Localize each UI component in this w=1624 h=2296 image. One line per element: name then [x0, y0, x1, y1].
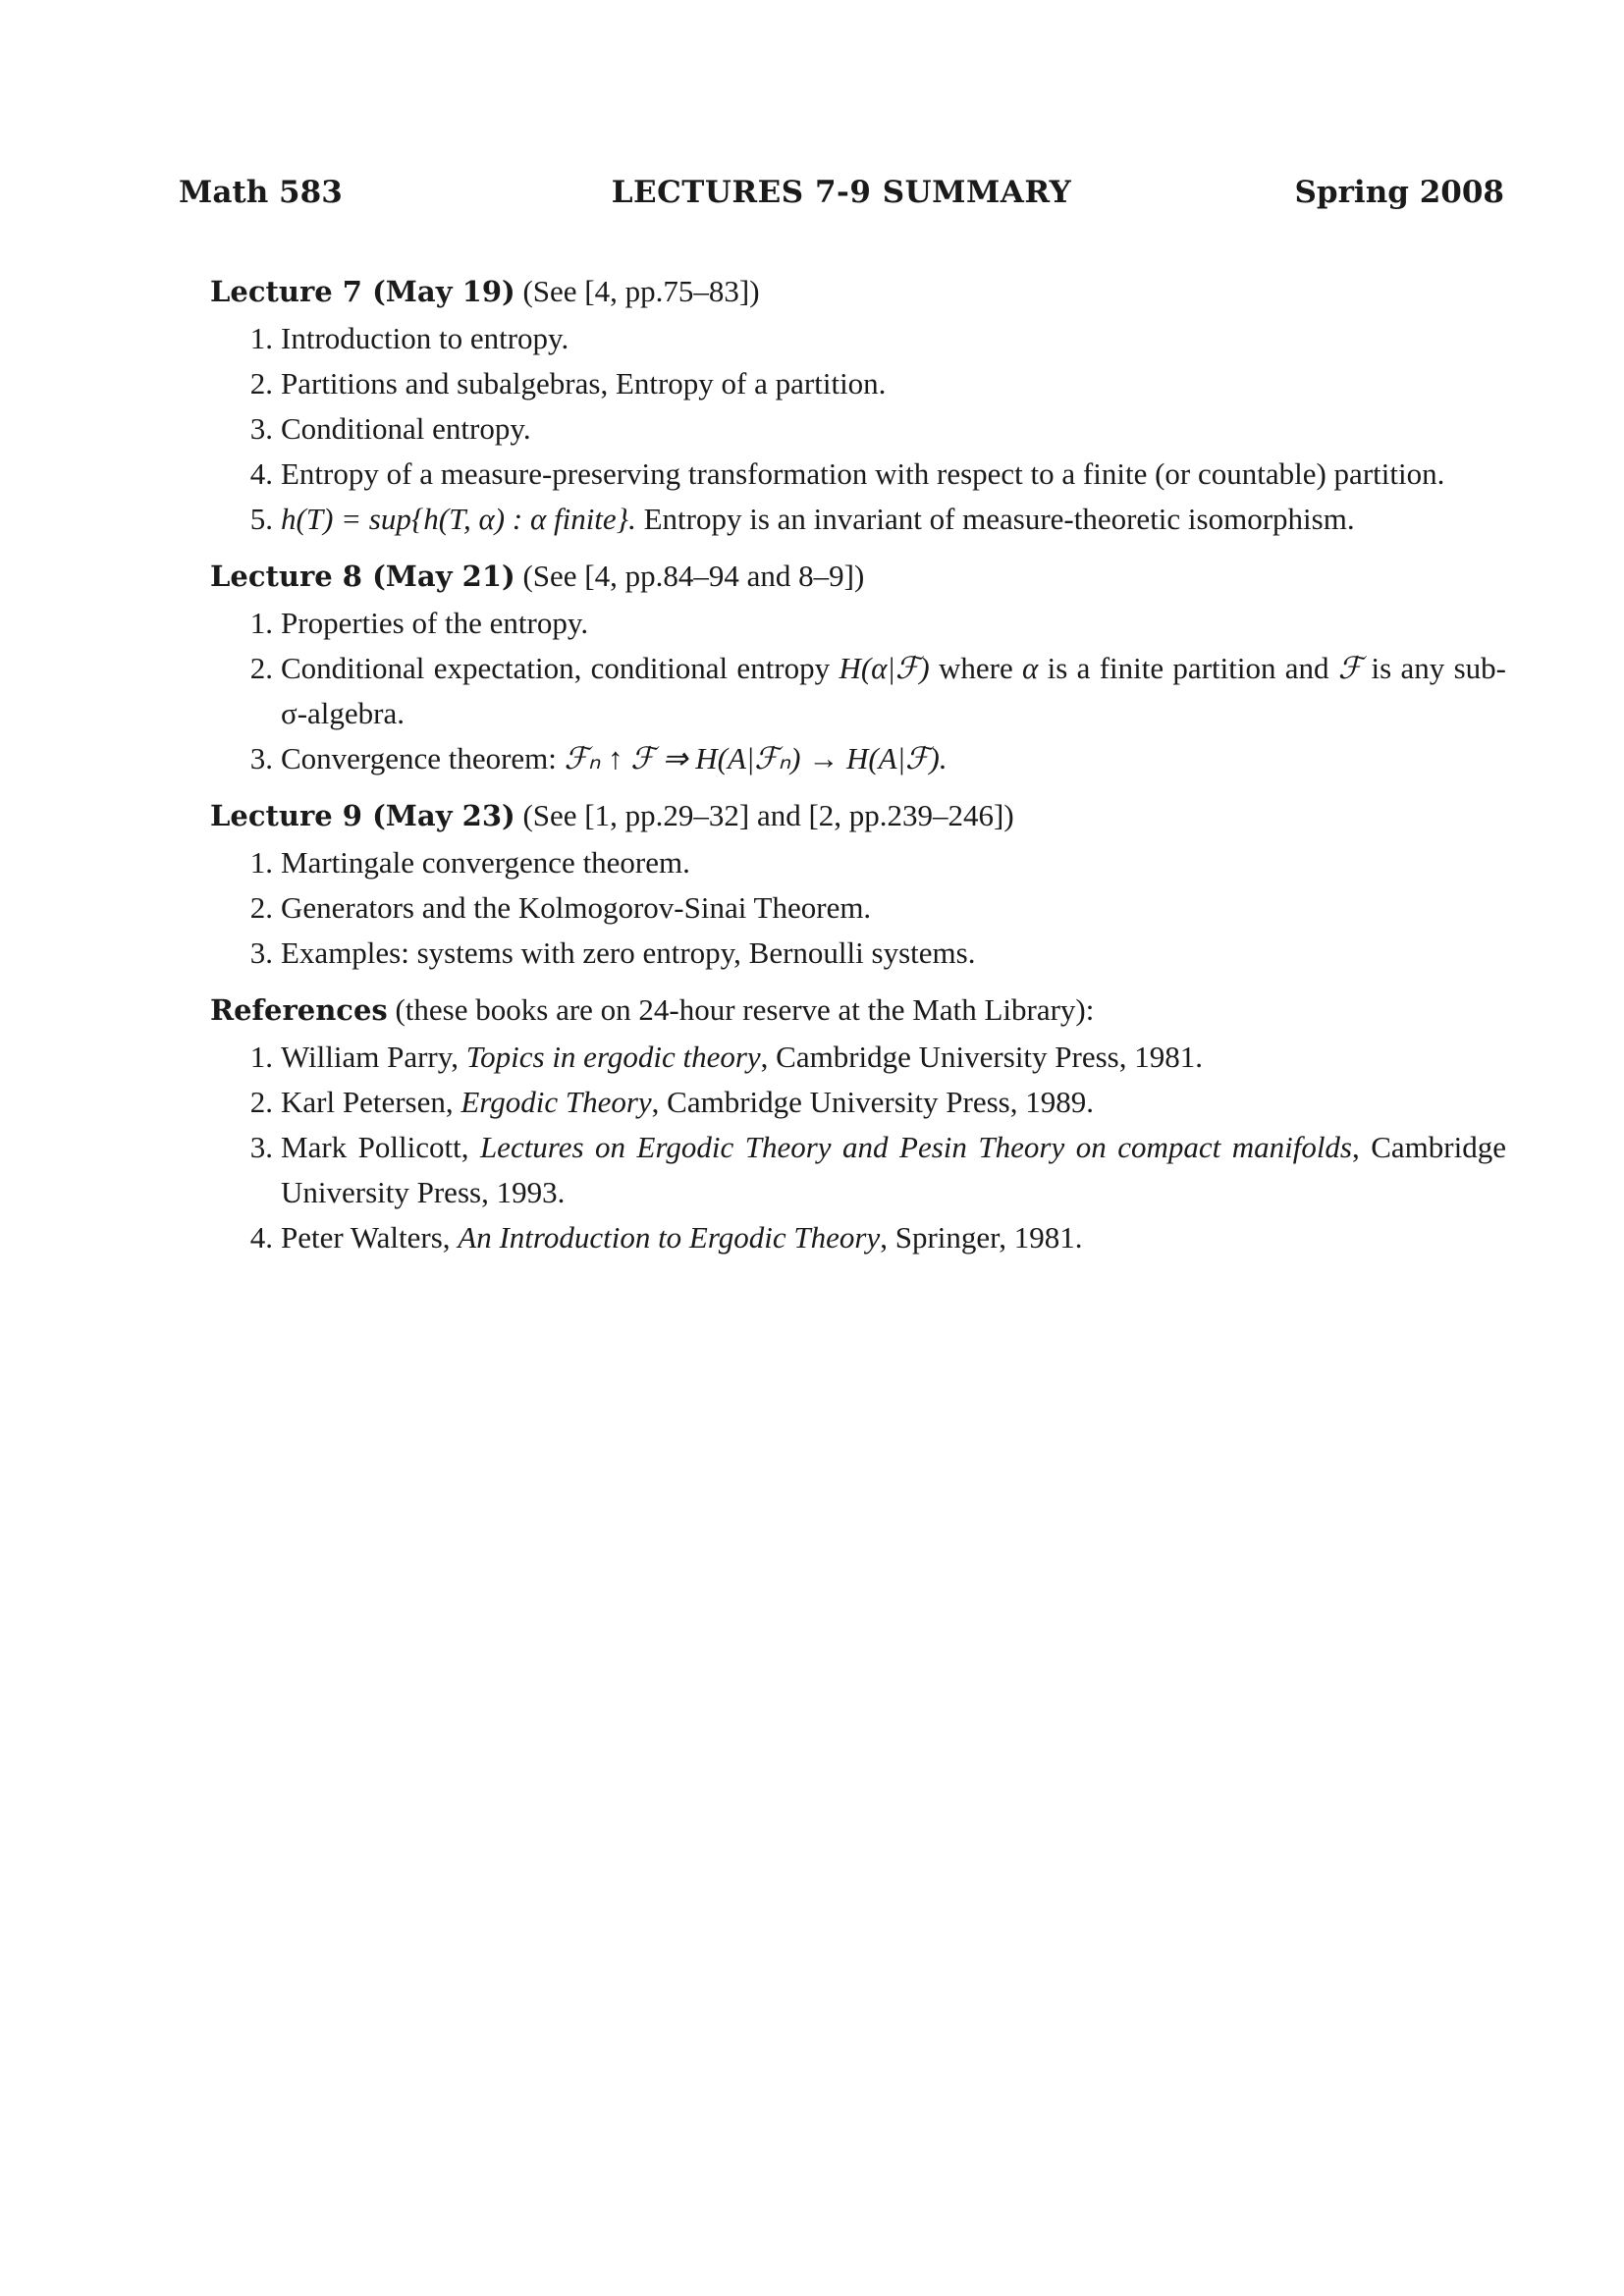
lecture-9-list [210, 840, 1506, 976]
lecture-7-list [210, 316, 1506, 542]
page-header [179, 175, 1504, 218]
lecture-9-section [210, 791, 1506, 976]
reference-item: 1. William Parry, Topics in ergodic theory, Cambridge University Press, 1981. [249, 1040, 1203, 1074]
lecture-7-heading [210, 267, 1506, 316]
math-expression: h(T) = sup{h(T, α) : α finite}. [281, 502, 636, 536]
list-item: 3. Conditional entropy. [249, 411, 531, 446]
reference-item: 4. Peter Walters, An Introduction to Ergodic Theory, Springer, 1981. [249, 1220, 1083, 1255]
lecture-8-section [210, 552, 1506, 781]
math-expression: ℱₙ ↑ ℱ ⇒ H(A|ℱₙ) → H(A|ℱ). [564, 741, 947, 775]
course-label: Math 583 [179, 175, 343, 210]
list-item: 2. Generators and the Kolmogorov-Sinai Theorem. [249, 890, 872, 925]
lecture-7-title: Lecture 7 (May 19) [210, 275, 515, 308]
list-item: 4. Entropy of a measure-preserving transformation with respect to a finite (or countable) partition. [249, 456, 1445, 491]
book-title: Topics in ergodic theory [465, 1040, 761, 1074]
list-item: 2. Conditional expectation, conditional entropy H(α|ℱ) where α is a finite partition and ℱ is any sub-σ-algebra. [249, 651, 1507, 730]
book-title: An Introduction to Ergodic Theory [458, 1220, 881, 1255]
list-item: 2. Partitions and subalgebras, Entropy of a partition. [249, 366, 887, 400]
lecture-7-section [210, 267, 1506, 542]
lecture-8-title: Lecture 8 (May 21) [210, 560, 515, 593]
references-section [210, 986, 1506, 1260]
list-item: 3. Convergence theorem: ℱₙ ↑ ℱ ⇒ H(A|ℱₙ) → H(A|ℱ). [249, 741, 947, 775]
lecture-9-title: Lecture 9 (May 23) [210, 799, 515, 832]
references-list [210, 1035, 1506, 1260]
reference-item: 2. Karl Petersen, Ergodic Theory, Cambridge University Press, 1989. [249, 1085, 1094, 1119]
book-title: Lectures on Ergodic Theory and Pesin Theory on compact manifolds [479, 1130, 1352, 1164]
list-item: 5. h(T) = sup{h(T, α) : α finite}. Entropy is an invariant of measure-theoretic isomorphism. [249, 502, 1355, 536]
lecture-8-reference: (See [4, pp.84–94 and 8–9]) [514, 559, 865, 593]
reference-item: 3. Mark Pollicott, Lectures on Ergodic Theory and Pesin Theory on compact manifolds, Cambridge University Press, 1993. [249, 1130, 1506, 1209]
references-heading [210, 986, 1506, 1035]
document-body [210, 267, 1506, 1270]
term-label: Spring 2008 [1294, 175, 1504, 210]
lecture-8-list [210, 601, 1506, 781]
list-item: 1. Introduction to entropy. [249, 321, 569, 355]
lecture-8-heading [210, 552, 1506, 601]
lecture-9-reference: (See [1, pp.29–32] and [2, pp.239–246]) [514, 798, 1014, 832]
references-note: (these books are on 24-hour reserve at the Math Library): [387, 992, 1095, 1027]
math-expression: H(α|ℱ) [839, 651, 930, 685]
list-item: 3. Examples: systems with zero entropy, Bernoulli systems. [249, 935, 976, 970]
math-expression: α [1022, 651, 1039, 685]
list-item: 1. Properties of the entropy. [249, 606, 589, 640]
lecture-7-reference: (See [4, pp.75–83]) [514, 274, 760, 308]
references-title: References [210, 993, 388, 1027]
lecture-9-heading [210, 791, 1506, 840]
math-expression: ℱ [1337, 651, 1363, 685]
book-title: Ergodic Theory [460, 1085, 652, 1119]
document-title: LECTURES 7-9 SUMMARY [611, 175, 1072, 210]
list-item: 1. Martingale convergence theorem. [249, 845, 690, 880]
